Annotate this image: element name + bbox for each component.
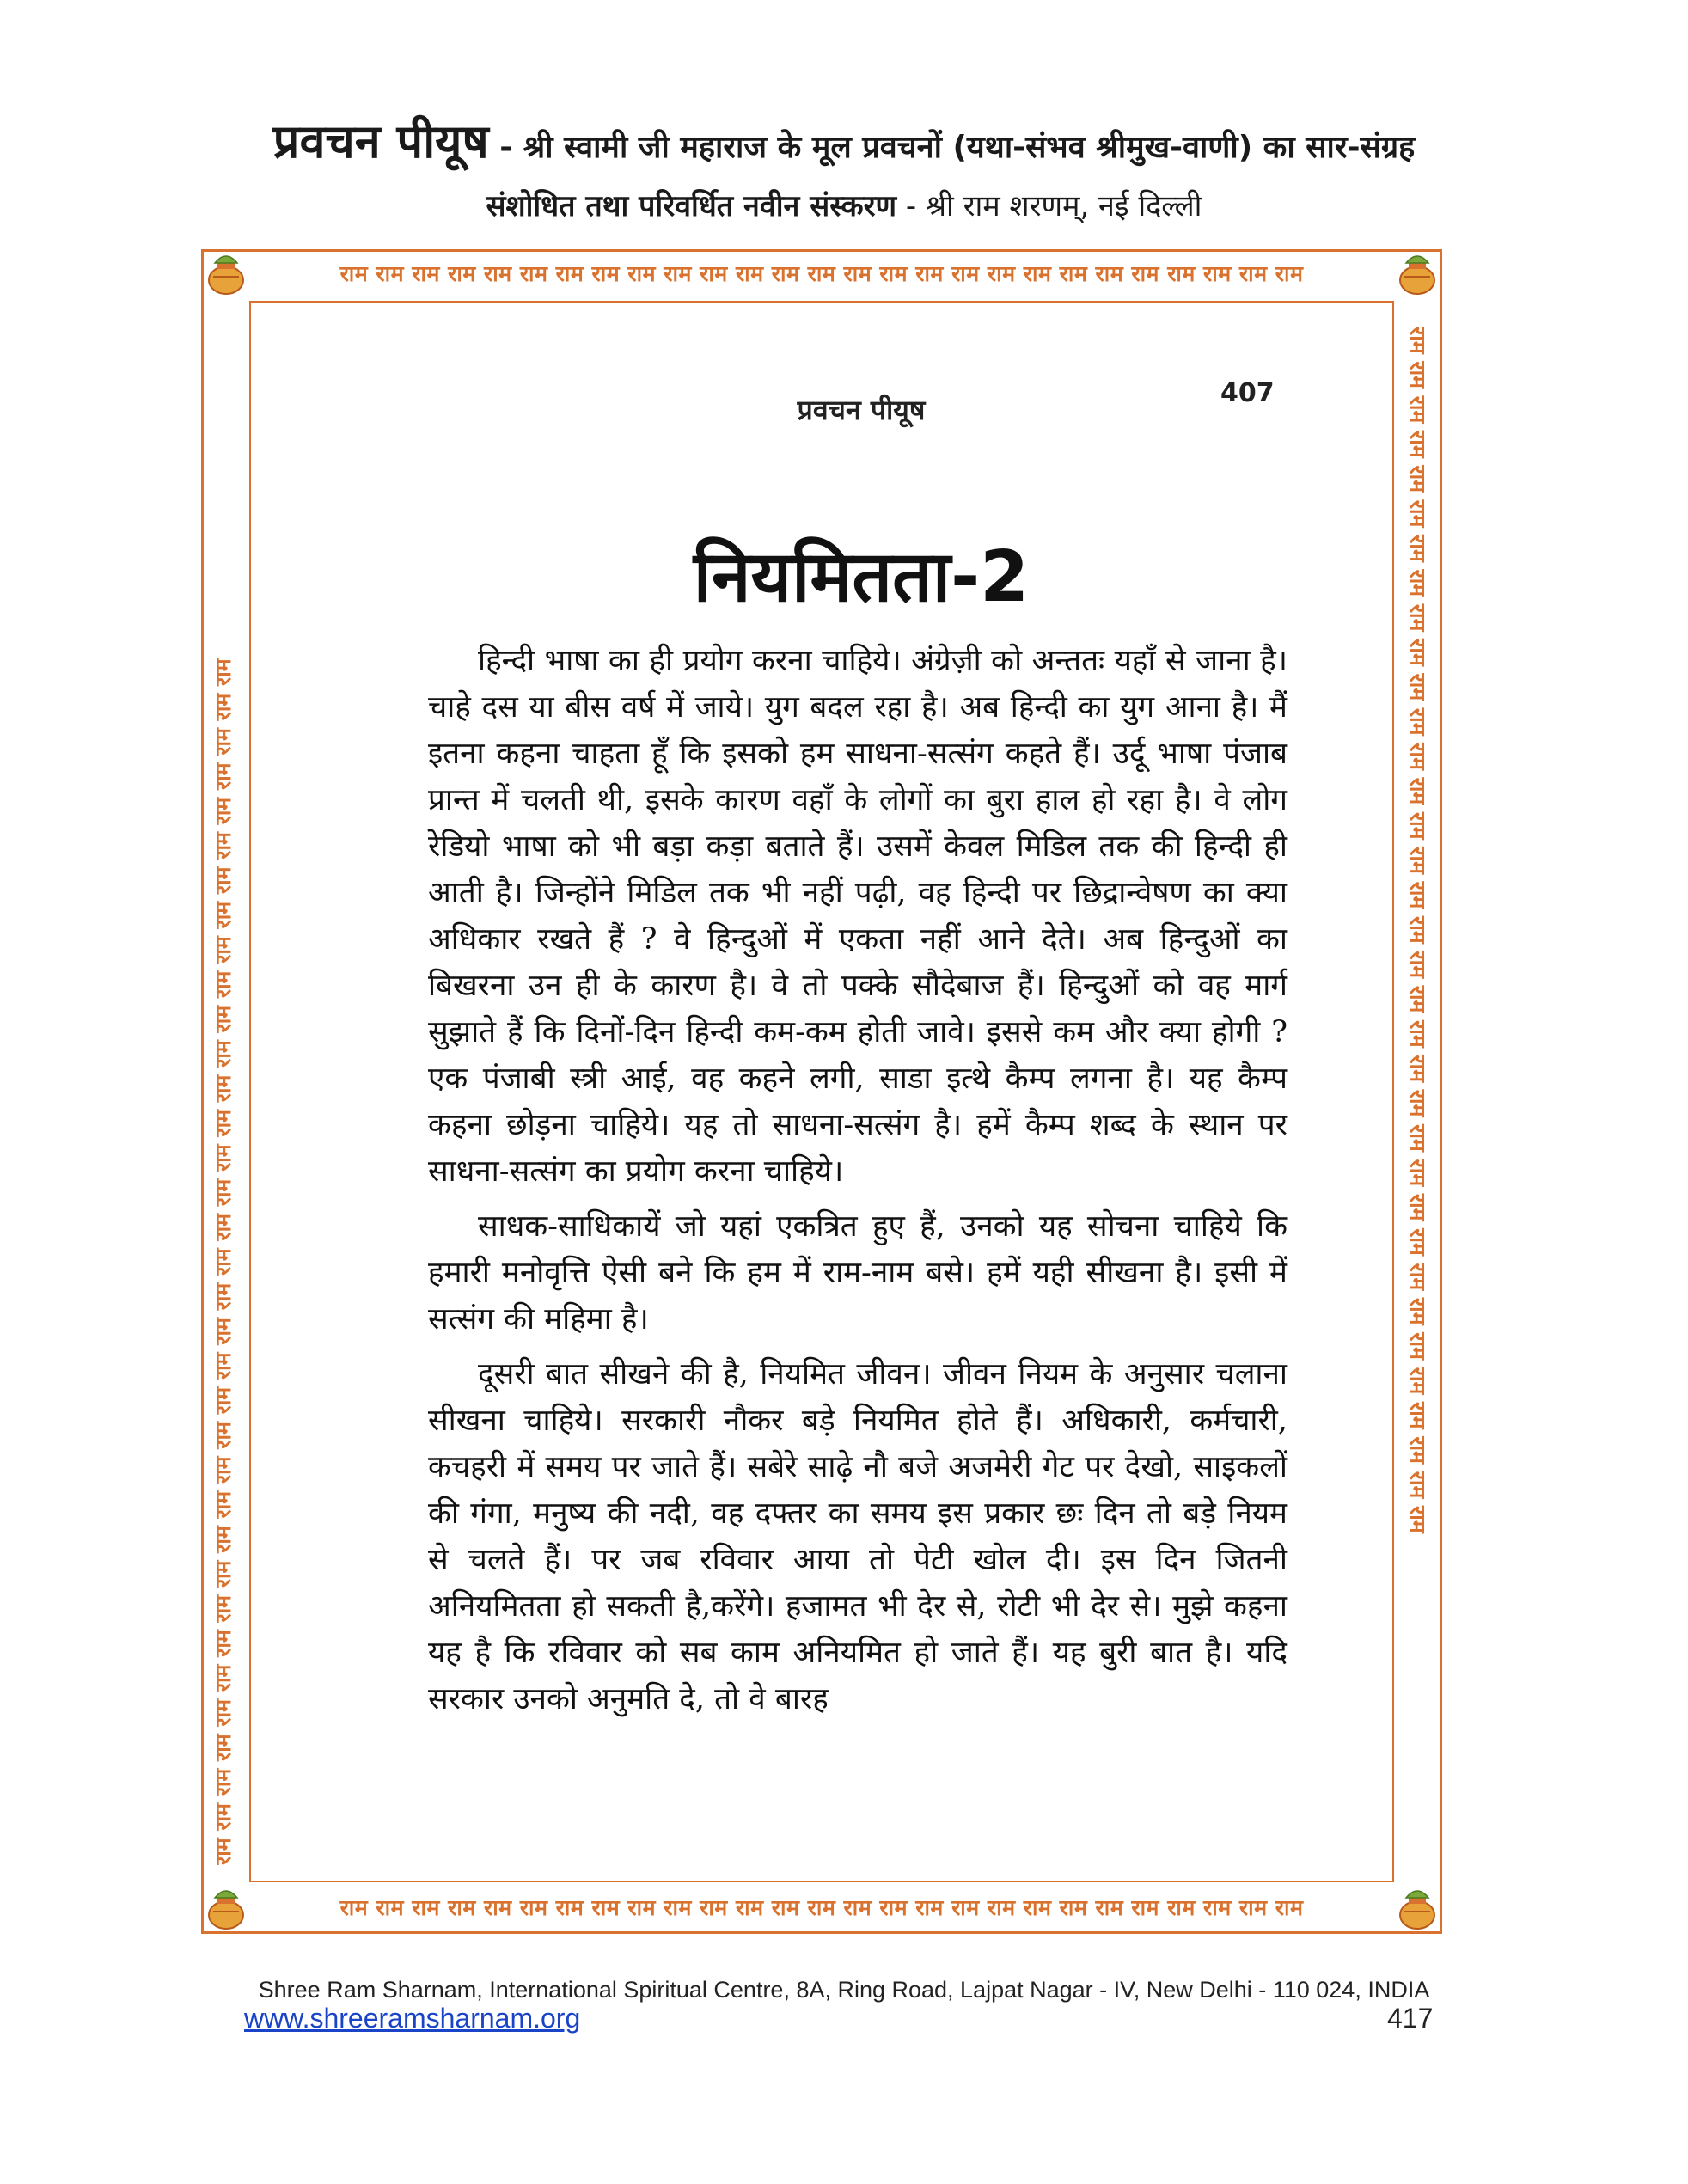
book-description: - श्री स्वामी जी महाराज के मूल प्रवचनों (यथा-संभव श्रीमुख-वाणी) का सार-संग्रह [488, 130, 1416, 165]
chapter-title: नियमितता-2 [693, 536, 1030, 618]
publisher-label: - श्री राम शरणम्, नई दिल्ली [896, 189, 1202, 223]
book-title: प्रवचन पीयूष [272, 114, 489, 168]
document-header-subtitle [0, 185, 1688, 224]
border-right-text: राम राम राम राम राम राम राम राम राम राम राम राम राम राम राम राम राम राम राम राम राम राम राम राम राम राम राम राम राम राम राम राम राम राम राम [1405, 327, 1430, 1533]
border-left-text: राम राम राम राम राम राम राम राम राम राम राम राम राम राम राम राम राम राम राम राम राम राम राम राम राम राम राम राम राम राम राम राम राम राम राम [211, 658, 235, 1865]
footer-address: Shree Ram Sharnam, International Spiritual Centre, 8A, Ring Road, Lajpat Nagar - IV, New Delhi - 110 024, INDIA [258, 1977, 1430, 2003]
website-link[interactable]: www.shreeramsharnam.org [244, 2003, 581, 2034]
running-title: प्रवचन पीयूष [797, 394, 926, 426]
kalash-icon [203, 1886, 249, 1932]
inner-page-number: 407 [1220, 378, 1275, 408]
kalash-icon [1394, 251, 1440, 297]
edition-label: संशोधित तथा परिवर्धित नवीन संस्करण [486, 189, 897, 223]
body-text [428, 638, 1287, 1722]
document-header-title [0, 107, 1688, 171]
kalash-icon [203, 251, 249, 297]
footer-page-number: 417 [1387, 2003, 1434, 2034]
border-top-text: राम राम राम राम राम राम राम राम राम राम राम राम राम राम राम राम राम राम राम राम राम राम राम राम राम राम राम [339, 261, 1304, 286]
border-bottom-text: राम राम राम राम राम राम राम राम राम राम राम राम राम राम राम राम राम राम राम राम राम राम राम राम राम राम राम [339, 1895, 1304, 1920]
kalash-icon [1394, 1886, 1440, 1932]
paragraph: साधक-साधिकायें जो यहां एकत्रित हुए हैं, उनको यह सोचना चाहिये कि हमारी मनोवृत्ति ऐसी बने कि हम में राम-नाम बसे। हमें यही सीखना है। इसी में सत्संग की महिमा है। [428, 1209, 1287, 1337]
paragraph: दूसरी बात सीखने की है, नियमित जीवन। जीवन नियम के अनुसार चलाना सीखना चाहिये। सरकारी नौकर बड़े नियमित होते हैं। अधिकारी, कर्मचारी, कचहरी में समय पर जाते हैं। सबेरे साढ़े नौ बजे अजमेरी गेट पर देखो, साइकलों की गंगा, मनुष्य की नदी, वह दफ्तर का समय इस प्रकार छः दिन तो बड़े नियम से चलते हैं। पर जब रविवार आया तो पेटी खोल दी। इस दिन जितनी अनियमितता हो सकती है,करेंगे। हजामत भी देर से, रोटी भी देर से। मुझे कहना यह है कि रविवार को सब काम अनियमित हो जाते हैं। यह बुरी बात है। यदि सरकार उनको अनुमति दे, तो वे बारह [428, 1357, 1287, 1716]
paragraph: हिन्दी भाषा का ही प्रयोग करना चाहिये। अंग्रेज़ी को अन्ततः यहाँ से जाना है। चाहे दस या बीस वर्ष में जाये। युग बदल रहा है। अब हिन्दी का युग आना है। मैं इतना कहना चाहता हूँ कि इसको हम साधना-सत्संग कहते हैं। उर्दू भाषा पंजाब प्रान्त में चलती थी, इसके कारण वहाँ के लोगों का बुरा हाल हो रहा है। वे लोग रेडियो भाषा को भी बड़ा कड़ा बताते हैं। उसमें केवल मिडिल तक की हिन्दी ही आती है। जिन्होंने मिडिल तक भी नहीं पढ़ी, वह हिन्दी पर छिद्रान्वेषण का क्या अधिकार रखते हैं ? वे हिन्दुओं में एकता नहीं आने देते। अब हिन्दुओं का बिखरना उन ही के कारण है। वे तो पक्के सौदेबाज हैं। हिन्दुओं को वह मार्ग सुझाते हैं कि दिनों-दिन हिन्दी कम-कम होती जावे। इससे कम और क्या होगी ? एक पंजाबी स्त्री आई, वह कहने लगी, साडा इत्थे कैम्प लगना है। यह कैम्प कहना छोड़ना चाहिये। यह तो साधना-सत्संग है। हमें कैम्प शब्द के स्थान पर साधना-सत्संग का प्रयोग करना चाहिये। [428, 644, 1287, 1189]
